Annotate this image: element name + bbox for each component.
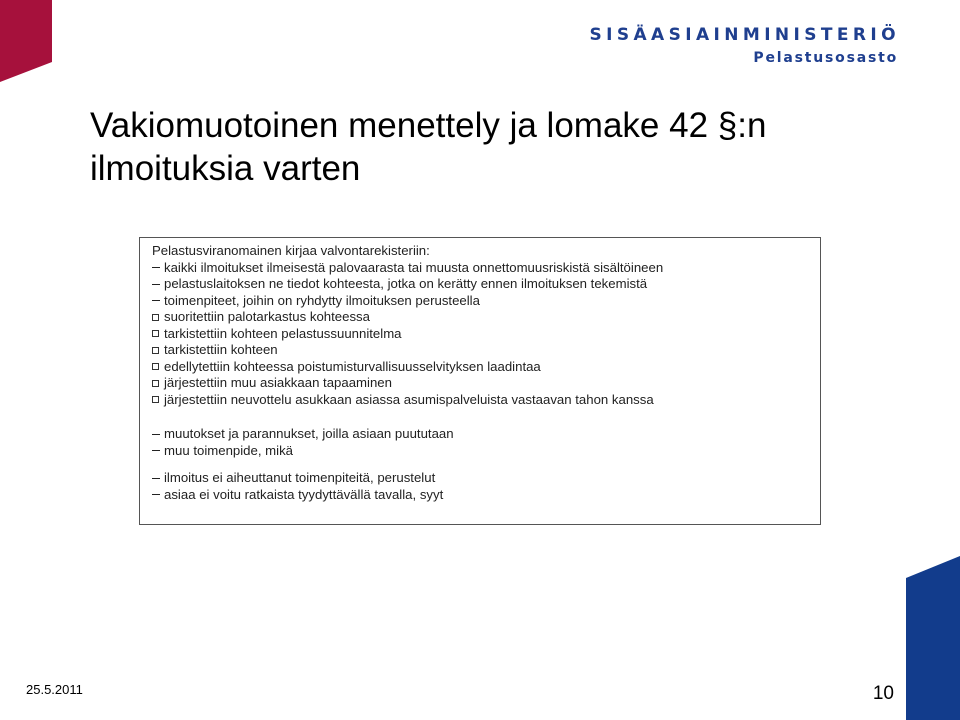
ministry-name: SISÄASIAINMINISTERIÖ — [589, 25, 900, 45]
dash-bullet — [152, 450, 164, 451]
slide-title-line-1: Vakiomuotoinen menettely ja lomake 42 §:n — [90, 106, 767, 145]
checkbox-item: tarkistettiin kohteen — [152, 342, 820, 359]
checkbox-item: tarkistettiin kohteen pelastussuunnitelma — [152, 326, 820, 343]
corner-decoration-blue — [906, 556, 960, 720]
list-item: asiaa ei voitu ratkaista tyydyttävällä tavalla, syyt — [152, 487, 820, 504]
list-item: ilmoitus ei aiheuttanut toimenpiteitä, perustelut — [152, 470, 820, 487]
slide-title-line-2: ilmoituksia varten — [90, 149, 361, 188]
dash-bullet — [152, 300, 164, 301]
ministry-logo — [589, 24, 900, 68]
checkbox-item: järjestettiin neuvottelu asukkaan asiassa asumispalveluista vastaavan tahon kanssa — [152, 392, 820, 409]
dash-bullet — [152, 494, 164, 495]
dash-bullet — [152, 284, 164, 285]
page-number: 10 — [872, 683, 894, 704]
form-excerpt — [139, 237, 821, 525]
department-name: Pelastusosasto — [753, 50, 898, 66]
checkbox-item: suoritettiin palotarkastus kohteessa — [152, 309, 820, 326]
list-item: muu toimenpide, mikä — [152, 443, 820, 460]
footer-date: 25.5.2011 — [26, 682, 83, 697]
checkbox-item: edellytettiin kohteessa poistumisturvallisuusselvityksen laadintaa — [152, 359, 820, 376]
corner-decoration-red — [0, 0, 52, 82]
list-item: muutokset ja parannukset, joilla asiaan puututaan — [152, 426, 820, 443]
dash-bullet — [152, 434, 164, 435]
checkbox-icon — [152, 363, 164, 370]
slide-title — [90, 104, 890, 190]
checkbox-item: järjestettiin muu asiakkaan tapaaminen — [152, 375, 820, 392]
dash-bullet — [152, 267, 164, 268]
checkbox-icon — [152, 330, 164, 337]
checkbox-icon — [152, 347, 164, 354]
list-item: toimenpiteet, joihin on ryhdytty ilmoituksen perusteella — [152, 293, 820, 310]
dash-bullet — [152, 478, 164, 479]
checkbox-icon — [152, 396, 164, 403]
checkbox-icon — [152, 380, 164, 387]
checkbox-icon — [152, 314, 164, 321]
list-item: pelastuslaitoksen ne tiedot kohteesta, jotka on kerätty ennen ilmoituksen tekemistä — [152, 276, 820, 293]
list-item: kaikki ilmoitukset ilmeisestä palovaarasta tai muusta onnettomuusriskistä sisältöineen — [152, 260, 820, 277]
form-heading: Pelastusviranomainen kirjaa valvontarekisteriin: — [152, 243, 430, 258]
